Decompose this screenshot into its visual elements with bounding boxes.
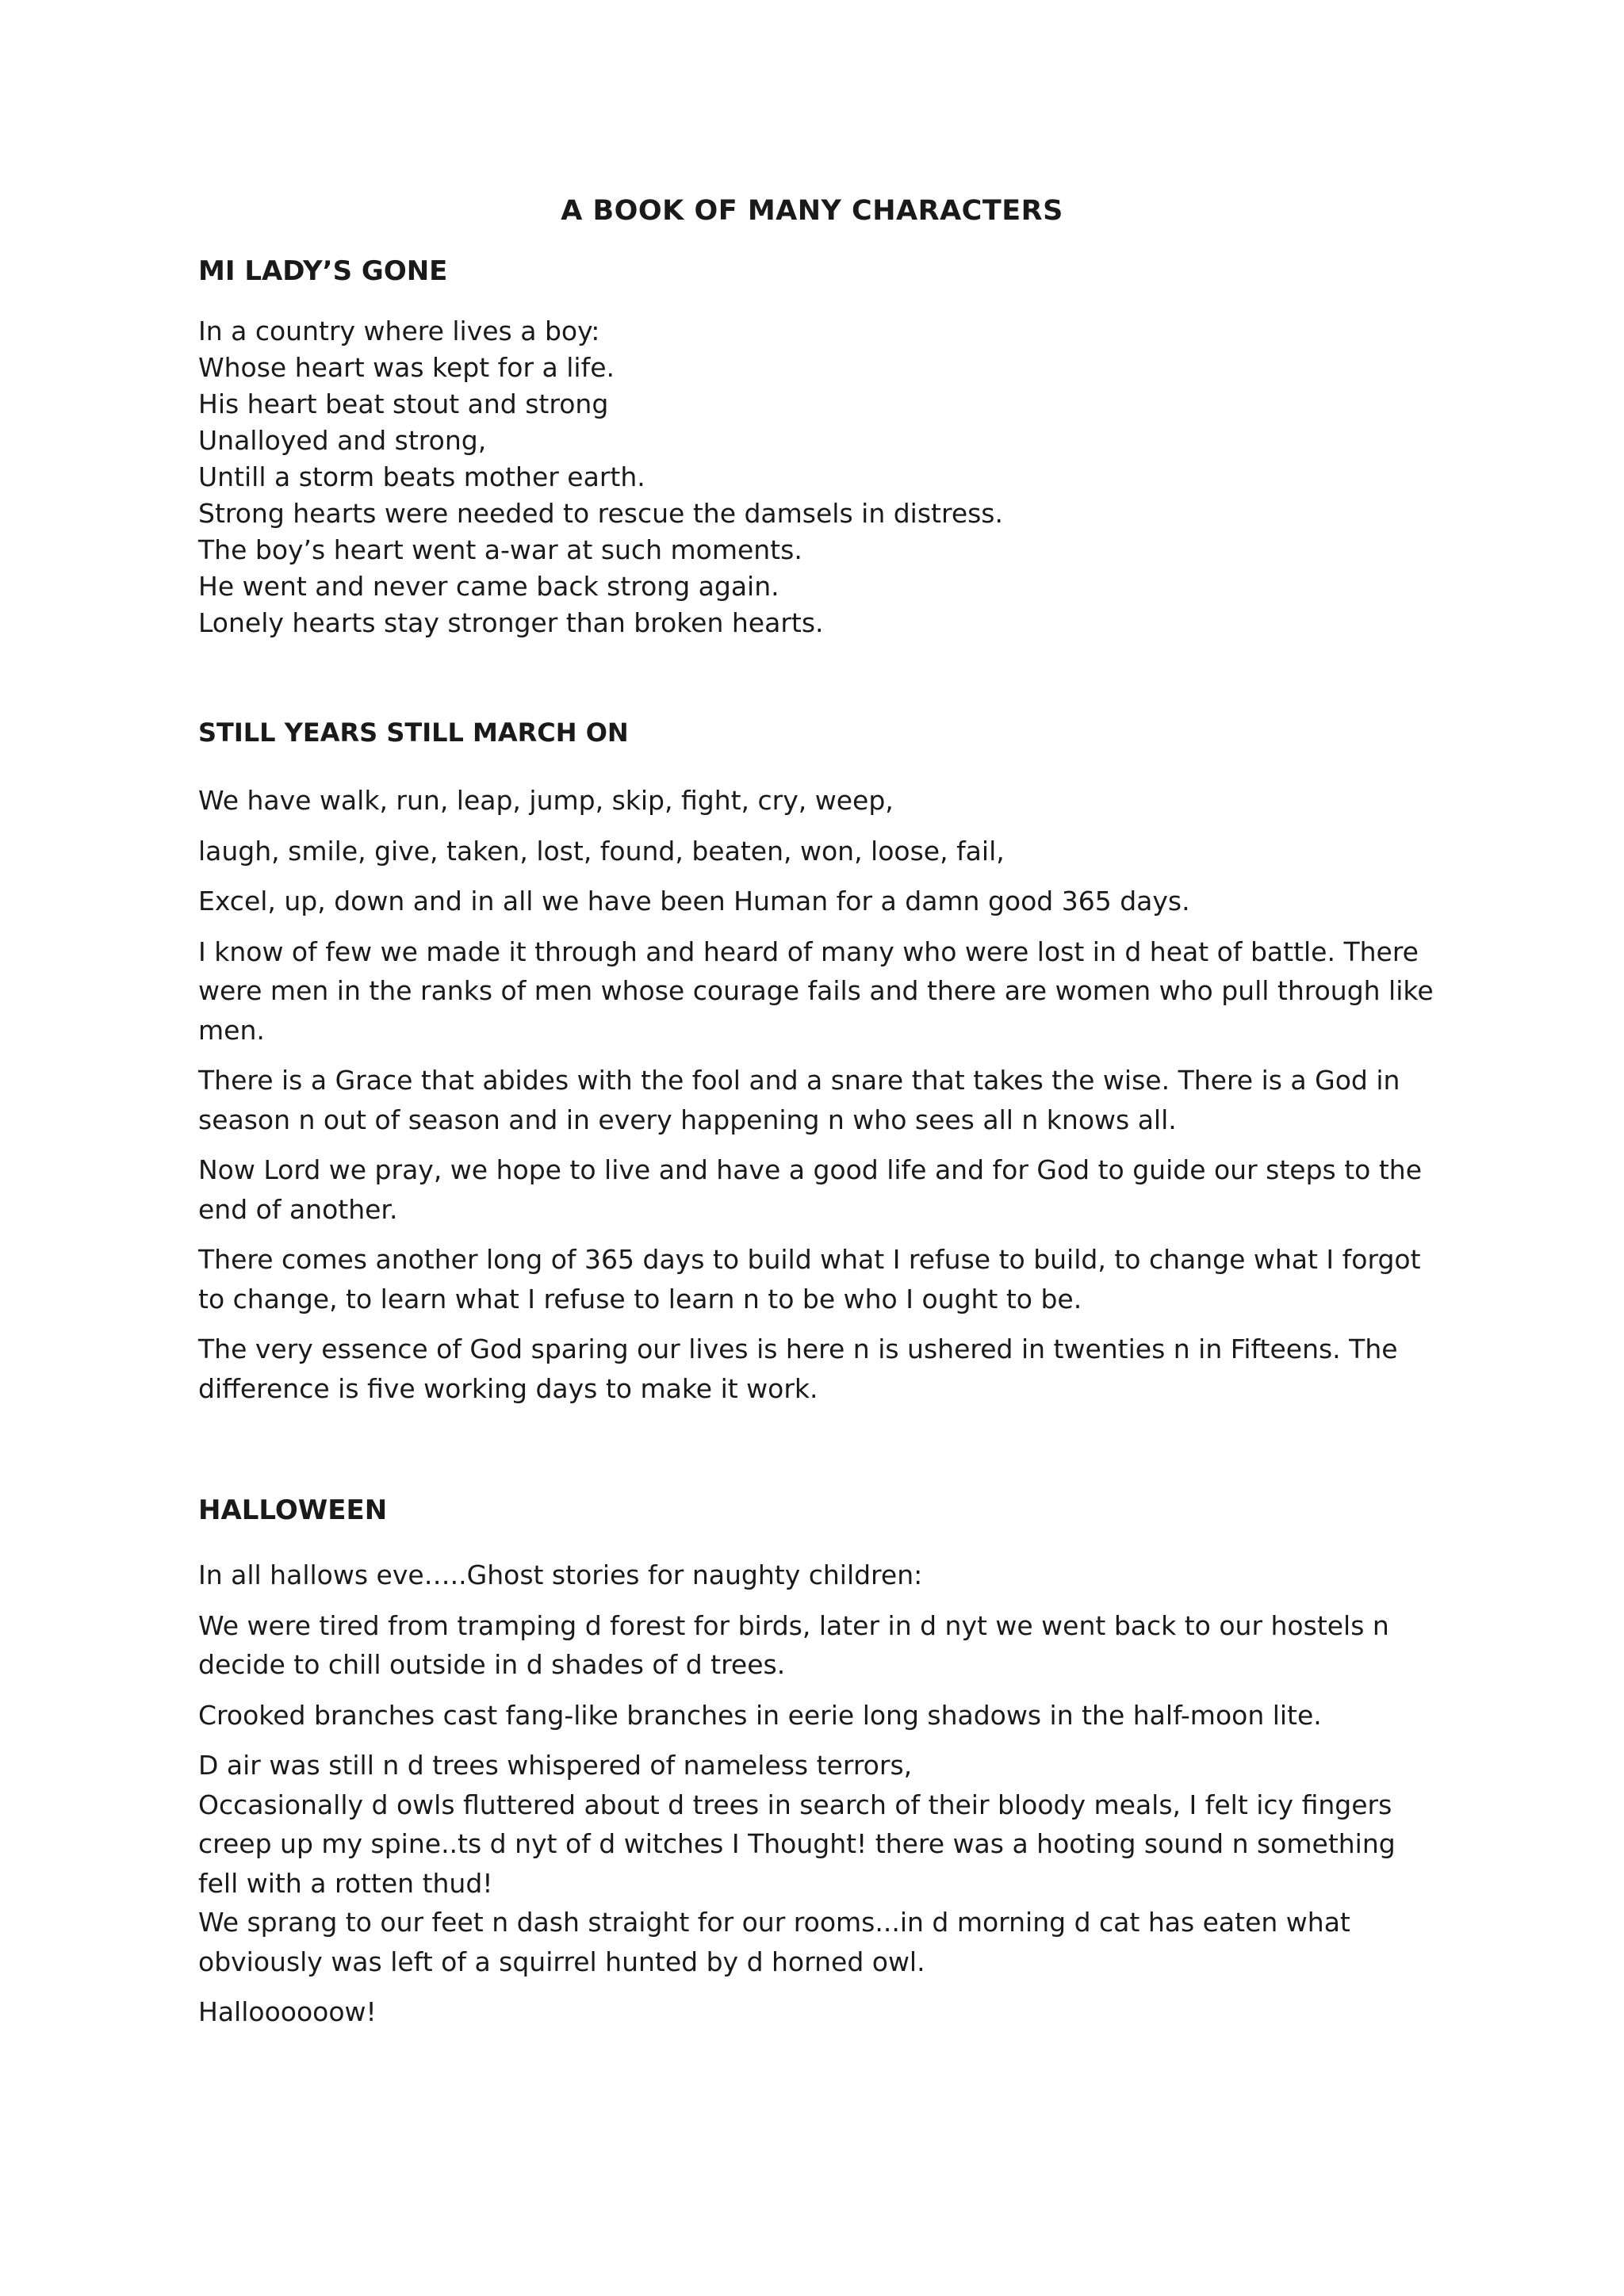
paragraph: We were tired from tramping d forest for birds, later in d nyt we went back to our hostels n decide to chill outside in d shades of d trees. (198, 1609, 1389, 1680)
poem-line: Lonely hearts stay stronger than broken hearts. (198, 607, 824, 638)
poem-line: Whose heart was kept for a life. (198, 352, 615, 383)
paragraph: We have walk, run, leap, jump, skip, fight, cry, weep, (198, 785, 894, 816)
paragraph: Halloooooow! (198, 1996, 377, 2027)
section-heading-still-years: STILL YEARS STILL MARCH ON (198, 718, 629, 748)
paragraph: D air was still n d trees whispered of nameless terrors, (198, 1750, 913, 1781)
poem-line: In a country where lives a boy: (198, 316, 600, 346)
poem-line: Strong hearts were needed to rescue the damsels in distress. (198, 498, 1003, 529)
paragraph: Now Lord we pray, we hope to live and have a good life and for God to guide our steps to the end of another. (198, 1154, 1422, 1225)
section-heading-mi-ladys-gone: MI LADY’S GONE (198, 255, 448, 287)
poem-line: His heart beat stout and strong (198, 388, 609, 419)
paragraph: Occasionally d owls fluttered about d trees in search of their bloody meals, I felt icy fingers creep up my spine..ts d nyt of d witches I Thought! there was a hooting sound n something fell with a rotten thud! (198, 1789, 1396, 1899)
poem-line: He went and never came back strong again. (198, 571, 779, 602)
poem-line: The boy’s heart went a-war at such moments. (198, 534, 802, 565)
paragraph: There is a Grace that abides with the fool and a snare that takes the wise. There is a God in season n out of season and in every happening n who sees all n knows all. (198, 1065, 1400, 1135)
paragraph: There comes another long of 365 days to build what I refuse to build, to change what I forgot to change, to learn what I refuse to learn n to be who I ought to be. (198, 1244, 1421, 1314)
paragraph: We sprang to our feet n dash straight for our rooms...in d morning d cat has eaten what obviously was left of a squirrel hunted by d horned owl. (198, 1907, 1350, 1977)
paragraph: The very essence of God sparing our lives is here n is ushered in twenties n in Fifteens. The difference is five working days to make it work. (198, 1334, 1398, 1404)
paragraph: In all hallows eve…..Ghost stories for naughty children: (198, 1559, 923, 1590)
paragraph: Excel, up, down and in all we have been Human for a damn good 365 days. (198, 886, 1190, 916)
poem-line: Unalloyed and strong, (198, 425, 487, 456)
paragraph: laugh, smile, give, taken, lost, found, beaten, won, loose, fail, (198, 835, 1005, 867)
document-title: A BOOK OF MANY CHARACTERS (561, 195, 1063, 227)
paragraph: Crooked branches cast fang-like branches in eerie long shadows in the half-moon lite. (198, 1699, 1322, 1731)
section-heading-halloween: HALLOWEEN (198, 1494, 388, 1526)
poem-line: Untill a storm beats mother earth. (198, 461, 645, 492)
section-body-halloween (198, 1556, 1435, 2043)
section-body-still-years (198, 781, 1435, 1419)
paragraph: I know of few we made it through and heard of many who were lost in d heat of battle. There were men in the ranks of men whose courage fails and there are women who pull through like men. (198, 936, 1434, 1046)
poem-mi-ladys-gone (198, 313, 1435, 641)
